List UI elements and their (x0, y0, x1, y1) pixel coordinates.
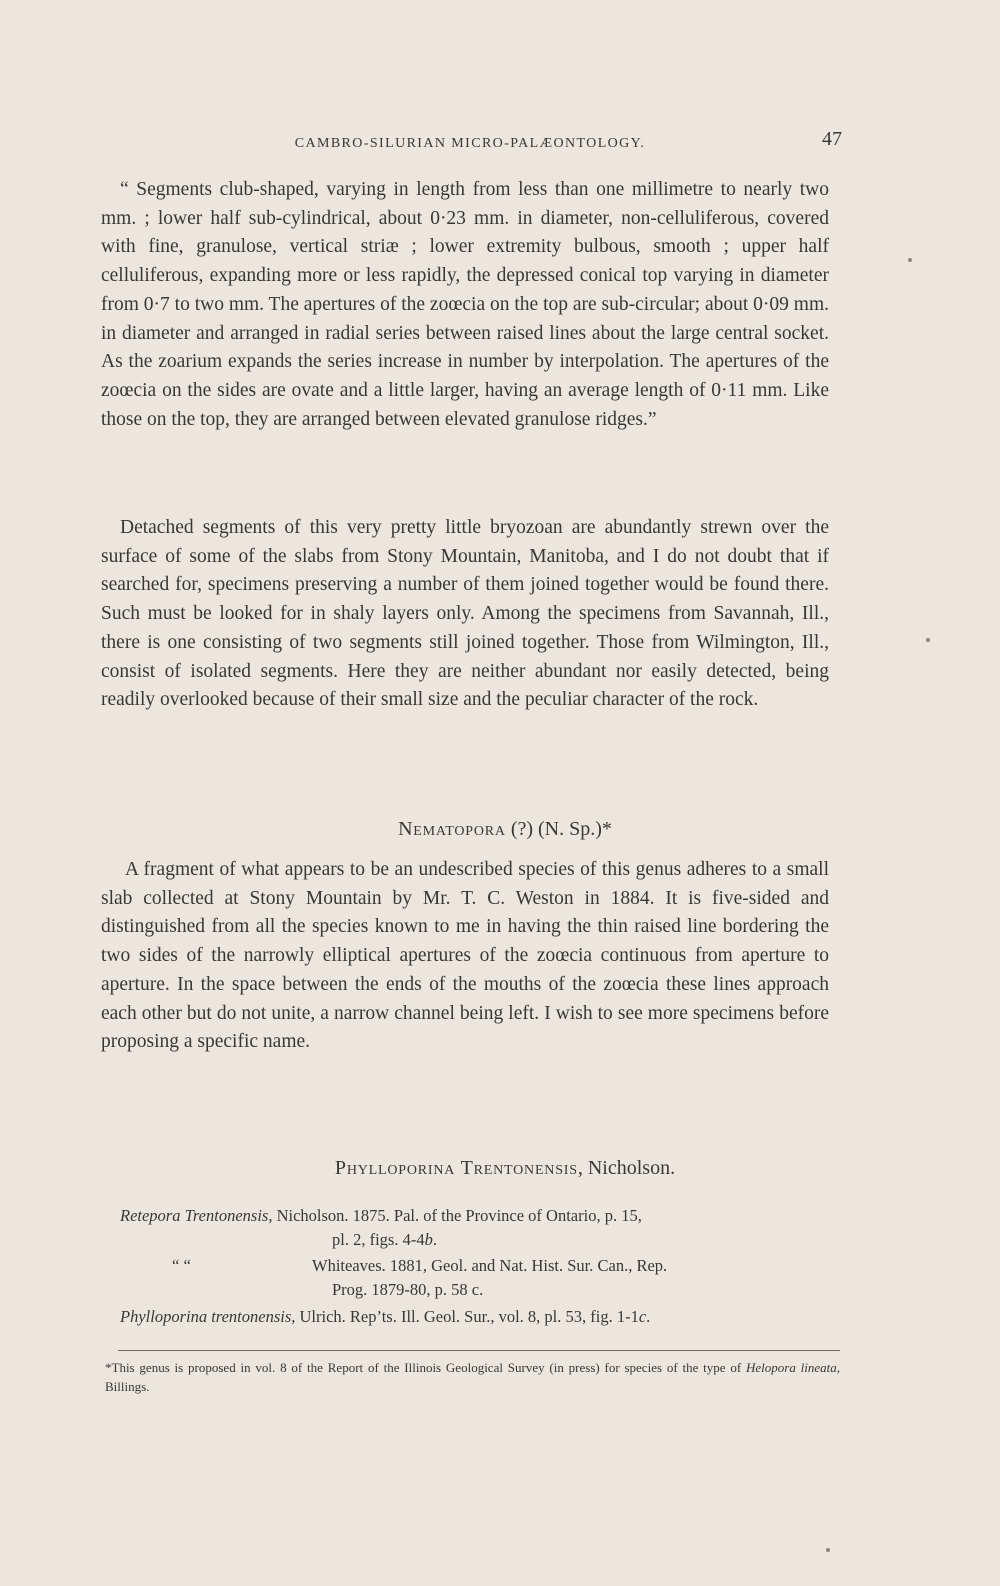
nematopora-paragraph: A fragment of what appears to be an undescribed species of this genus adheres to a small slab collected at Stony Mountain by Mr. T. C. Weston in 1884. It is five-sided and distinguished from all the species known to me in having the thin raised line bordering the two sides of the narrowly elliptical apertures of the zoœcia continuous from aperture to aperture. In the space between the ends of the mouths of the zoœcia these lines approach each other but do not unite, a narrow channel being left. I wish to see more specimens before proposing a specific name. (101, 859, 829, 1053)
page-number: 47 (822, 128, 842, 150)
section-heading-phylloporina (25, 1157, 985, 1180)
species-name: Phylloporina Trentonensis (334, 1157, 578, 1179)
synonymy-continuation: Prog. 1879-80, p. 58 c. (332, 1280, 484, 1299)
synonymy-line (120, 1305, 840, 1329)
synonymy-line (120, 1204, 840, 1228)
ditto-marks: “ “ (172, 1256, 191, 1275)
synonym-taxon: Retepora Trentonensis, (120, 1206, 273, 1225)
footnote-italic: Helopora lineata, (746, 1360, 840, 1375)
paper-speck (826, 1548, 830, 1552)
synonymy-continuation (120, 1228, 840, 1252)
synonym-reference-italic: c (638, 1307, 647, 1326)
running-head: CAMBRO-SILURIAN MICRO-PALÆONTOLOGY. (294, 136, 646, 151)
synonym-taxon: Phylloporina trentonensis, (120, 1307, 296, 1326)
discussion-paragraph: Detached segments of this very pretty little bryozoan are abundantly strewn over the surface of some of the slabs from Stony Mountain, Manitoba, and I do not doubt that if searched for, specimens preserving a number of them joined together would be found there. Such must be looked for in shaly layers only. Among the specimens from Savannah, Ill., there is one consisting of two segments still joined together. Those from Wilmington, Ill., consist of isolated segments. Here they are neither abundant nor easily detected, being readily overlooked because of their small size and the peculiar character of the rock. (101, 517, 829, 711)
synonymy-entry-3 (120, 1305, 840, 1329)
synonym-reference-end: . (646, 1307, 651, 1326)
synonymy-line (120, 1254, 840, 1278)
continuation-end: . (432, 1230, 437, 1249)
continuation-italic: b (424, 1230, 433, 1249)
heading-suffix: (?) (N. Sp.)* (505, 818, 612, 840)
quoted-description-paragraph: “ Segments club-shaped, varying in length from less than one millimetre to nearly two mm. ; lower half sub-cylindrical, about 0·23 mm. in diameter, non-celluliferous, covered with fine, granulose, vertical striæ ; lower extremity bulbous, smooth ; upper half celluliferous, expanding more or less rapidly, the depressed conical top varying in diameter from 0·7 to two mm. The apertures of the zoœcia on the top are sub-circular; about 0·09 mm. in diameter and arranged in radial series between raised lines about the large central socket. As the zoarium expands the series increase in number by interpolation. The apertures of the zoœcia on the sides are ovate and a little larger, having an average length of 0·11 mm. Like those on the top, they are arranged between elevated granulose ridges.” (101, 179, 829, 430)
paper-speck (908, 258, 912, 262)
footnote-text: *This genus is proposed in vol. 8 of the Report of the Illinois Geological Survey (in press) for species of the type of (105, 1360, 746, 1375)
genus-name: Nematopora (398, 818, 506, 840)
synonym-reference: Nicholson. 1875. Pal. of the Province of Ontario, p. 15, (272, 1206, 642, 1225)
synonymy-entry-1 (120, 1204, 840, 1252)
heading-author: , Nicholson. (577, 1157, 676, 1179)
paper-speck (926, 638, 930, 642)
footnote-rule (118, 1350, 840, 1351)
continuation-text: pl. 2, figs. 4-4 (332, 1230, 425, 1249)
section-heading-nematopora (25, 818, 985, 841)
synonymy-entry-2 (120, 1254, 840, 1302)
footnote (105, 1358, 840, 1396)
synonym-reference: Ulrich. Rep’ts. Ill. Geol. Sur., vol. 8, pl. 53, fig. 1-1 (295, 1307, 639, 1326)
footnote-end: Billings. (105, 1379, 150, 1394)
synonym-reference: Whiteaves. 1881, Geol. and Nat. Hist. Sur. Can., Rep. (312, 1256, 668, 1275)
